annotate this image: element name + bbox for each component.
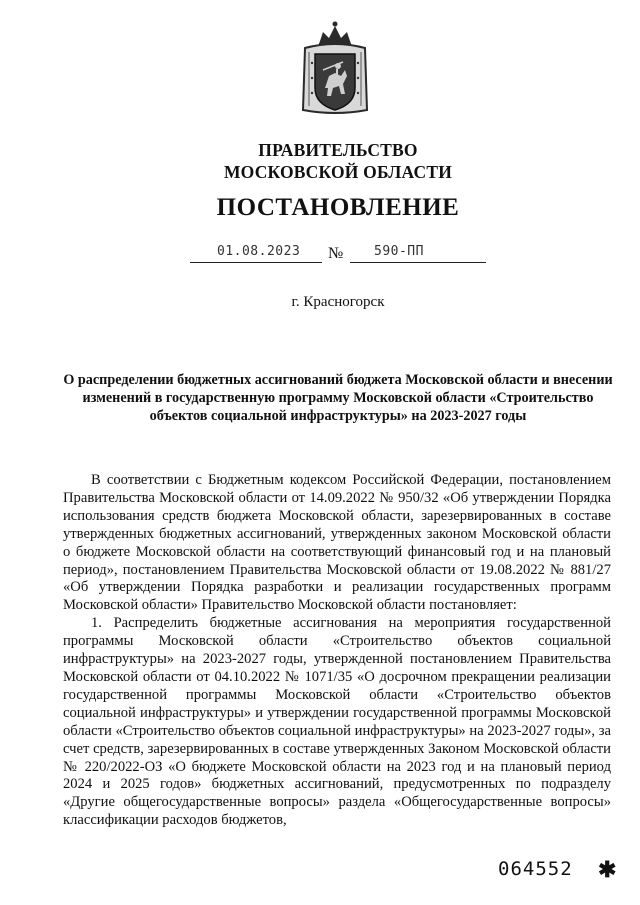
document-number: 590-ПП [374, 244, 424, 259]
government-title-line1: ПРАВИТЕЛЬСТВО [258, 140, 418, 160]
city-name: г. Красногорск [291, 294, 385, 310]
number-sign: № [328, 245, 344, 262]
document-type-title: ПОСТАНОВЛЕНИЕ [216, 194, 460, 221]
date-underline [190, 262, 322, 263]
coat-of-arms-icon [297, 18, 373, 118]
document-body [63, 472, 611, 830]
document-heading: О распределении бюджетных ассигнований бюджета Московской области и внесении изменений в государственную программу Московской области «Строительство объектов социальной инфраструктуры» на 2023-2027 годы [63, 372, 613, 424]
asterisk-mark: ✱ [598, 857, 617, 882]
body-paragraph-1: В соответствии с Бюджетным кодексом Российской Федерации, постановлением Правительства Московской области от 14.09.2022 № 950/32 «Об утверждении Порядка использования средств бюджета Московской области, зарезервированных в составе утвержденных бюджетных ассигнований, утвержденных законом Московской области о бюджете Московской области на соответствующий финансовый год и на плановый период», постановлением Правительства Московской области от 19.08.2022 № 881/27 «Об утверждении Порядка разработки и реализации государственных программ Московской области» Правительство Московской области постановляет: [63, 472, 611, 614]
document-date: 01.08.2023 [217, 244, 301, 259]
serial-number: 064552 [498, 858, 573, 880]
number-underline [350, 262, 486, 263]
body-paragraph-2: 1. Распределить бюджетные ассигнования на мероприятия государственной программы Московской области «Строительство объектов социальной инфраструктуры» на 2023-2027 годы, утвержденной постановлением Правительства Московской области от 04.10.2022 № 1071/35 «О досрочном прекращении реализации государственной программы Московской области «Строительство объектов социальной инфраструктуры» и утверждении государственной программы Московской области «Строительство объектов социальной инфраструктуры» на 2023-2027 годы», за счет средств, зарезервированных в составе утвержденных Законом Московской области № 220/2022-ОЗ «О бюджете Московской области на 2023 год и на плановый период 2024 и 2025 годов» бюджетных ассигнований, предусмотренных по подразделу «Другие общегосударственные вопросы» раздела «Общегосударственные вопросы» классификации расходов бюджетов, [63, 615, 611, 829]
government-title-line2: МОСКОВСКОЙ ОБЛАСТИ [223, 162, 453, 182]
